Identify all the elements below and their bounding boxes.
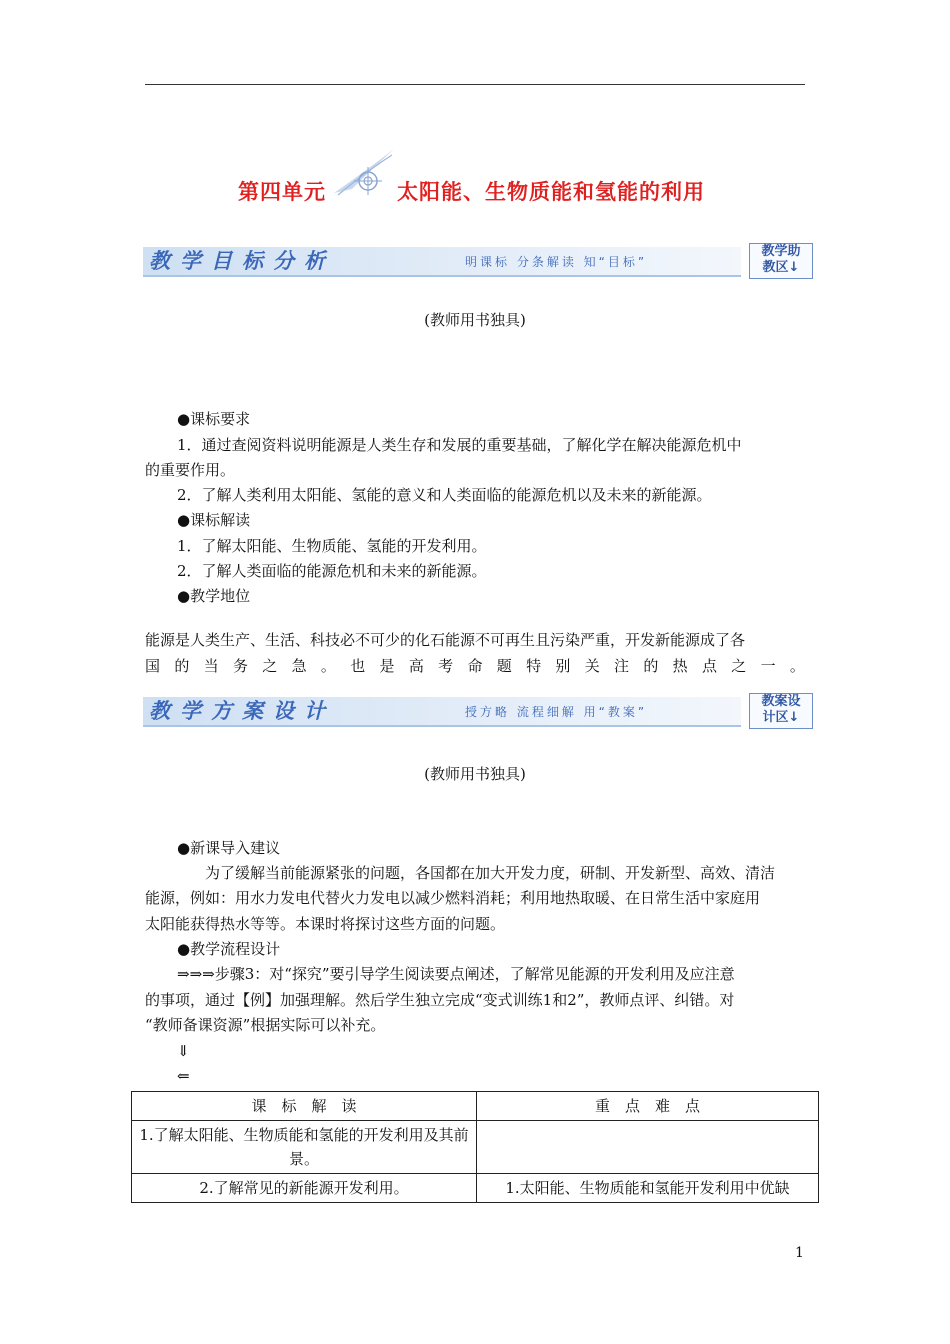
- status-char: 命: [467, 657, 483, 675]
- table-cell: 1.太阳能、生物质能和氢能开发利用中优缺: [477, 1174, 819, 1203]
- status-char: 的: [174, 657, 190, 675]
- heading-flow: ●教学流程设计: [177, 940, 281, 958]
- heading-interpretation: ●课标解读: [177, 511, 251, 529]
- status-char: 急: [291, 657, 307, 675]
- table-cell: [477, 1121, 819, 1174]
- objectives-table: [131, 1091, 819, 1203]
- topic-title: 太阳能、生物质能和氢能的利用: [397, 180, 705, 204]
- banner-subtitle: 明课标 分条解读 知“目标”: [465, 255, 648, 269]
- status-char: 之: [731, 657, 747, 675]
- status-char: 特: [526, 657, 542, 675]
- banner-title: 教学目标分析: [149, 249, 335, 273]
- banner-tag-line2: 计区↓: [762, 710, 800, 725]
- status-char: 注: [614, 657, 630, 675]
- table-header-row: [132, 1092, 819, 1121]
- status-char: 题: [496, 657, 512, 675]
- header-rule: [145, 84, 805, 85]
- requirement-1-cont: 的重要作用。: [145, 461, 236, 479]
- table-row: [132, 1174, 819, 1203]
- status-char: 一: [760, 657, 776, 675]
- teacher-note: (教师用书独具): [424, 311, 526, 329]
- status-char: 高: [408, 657, 424, 675]
- heading-requirements: ●课标要求: [177, 410, 251, 428]
- requirement-2: 2．了解人类利用太阳能、氢能的意义和人类面临的能源危机以及未来的新能源。: [177, 486, 712, 504]
- page-number: 1: [795, 1245, 804, 1261]
- banner-tag: [749, 693, 813, 729]
- status-char: 。: [789, 657, 805, 675]
- heading-teaching-status: ●教学地位: [177, 587, 251, 605]
- status-char: 热: [672, 657, 688, 675]
- intro-paragraph-cont: 太阳能获得热水等等。本课时将探讨这些方面的问题。: [145, 915, 506, 933]
- banner-objectives: [143, 243, 815, 277]
- status-paragraph: 能源是人类生产、生活、科技必不可少的化石能源不可再生且污染严重，开发新能源成了各: [145, 631, 746, 649]
- status-char: 。: [320, 657, 336, 675]
- status-char: 考: [438, 657, 454, 675]
- status-char: 的: [643, 657, 659, 675]
- banner-tag-line1: 教学助: [761, 244, 801, 259]
- arrow-left-icon: ⇐: [177, 1067, 190, 1085]
- table-cell: 2.了解常见的新能源开发利用。: [132, 1174, 477, 1203]
- banner-tag-line2: 教区↓: [762, 260, 800, 275]
- status-char: 国: [145, 657, 161, 675]
- table-header-cell: 课 标 解 读: [132, 1092, 477, 1121]
- status-char: 之: [262, 657, 278, 675]
- status-paragraph-justified: [145, 654, 805, 679]
- arrow-down-icon: ⇓: [177, 1042, 190, 1060]
- status-char: 点: [701, 657, 717, 675]
- intro-paragraph-cont: 能源，例如：用水力发电代替火力发电以减少燃料消耗；利用地热取暖、在日常生活中家庭用: [145, 889, 761, 907]
- flow-paragraph: ⇒⇒⇒步骤3：对“探究”要引导学生阅读要点阐述，了解常见能源的开发利用及应注意: [177, 965, 735, 983]
- intro-paragraph: 为了缓解当前能源紧张的问题，各国都在加大开发力度，研制、开发新型、高效、清洁: [205, 864, 776, 882]
- status-char: 务: [232, 657, 248, 675]
- interpretation-1: 1．了解太阳能、生物质能、氢能的开发利用。: [177, 537, 487, 555]
- status-char: 别: [555, 657, 571, 675]
- banner-plan: [143, 693, 815, 727]
- interpretation-2: 2．了解人类面临的能源危机和未来的新能源。: [177, 562, 487, 580]
- heading-intro: ●新课导入建议: [177, 839, 281, 857]
- status-char: 关: [584, 657, 600, 675]
- target-emblem-icon: [330, 145, 398, 205]
- table-cell: 1.了解太阳能、生物质能和氢能的开发利用及其前景。: [132, 1121, 477, 1174]
- banner-subtitle: 授方略 流程细解 用“教案”: [465, 705, 648, 719]
- teacher-note: (教师用书独具): [424, 765, 526, 783]
- unit-title: 第四单元: [238, 180, 326, 204]
- banner-tag-line1: 教案设: [761, 694, 801, 709]
- flow-paragraph-cont: 的事项，通过【例】加强理解。然后学生独立完成“变式训练1和2”，教师点评、纠错。对: [145, 991, 735, 1009]
- status-char: 当: [203, 657, 219, 675]
- banner-tag: [749, 243, 813, 279]
- banner-title: 教学方案设计: [149, 699, 335, 723]
- flow-paragraph-cont: “教师备课资源”根据实际可以补充。: [145, 1016, 386, 1034]
- table-row: [132, 1121, 819, 1174]
- requirement-1: 1．通过查阅资料说明能源是人类生存和发展的重要基础，了解化学在解决能源危机中: [177, 436, 742, 454]
- status-char: 也: [350, 657, 366, 675]
- table-header-cell: 重 点 难 点: [477, 1092, 819, 1121]
- status-char: 是: [379, 657, 395, 675]
